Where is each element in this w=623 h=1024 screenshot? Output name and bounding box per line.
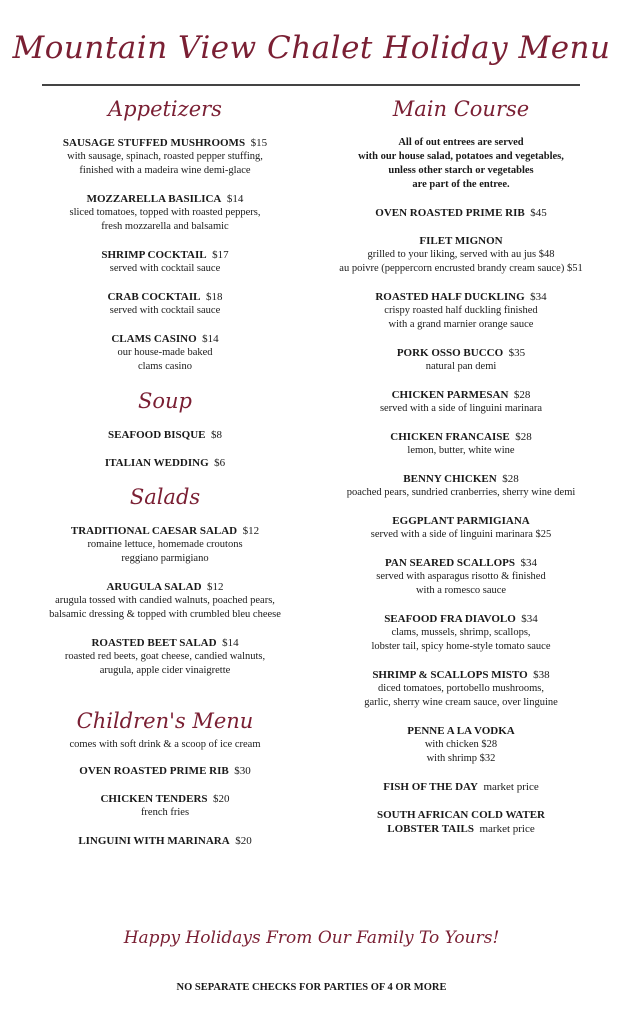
menu-item-name: CRAB COCKTAIL — [107, 291, 201, 303]
menu-item-name: TRADITIONAL CAESAR SALAD — [70, 525, 238, 537]
menu-item-name-line — [20, 290, 310, 304]
menu-item — [20, 792, 310, 820]
menu-item-name-line — [20, 580, 310, 594]
menu-item-name: CHICKEN PARMESAN — [391, 389, 509, 401]
menu-item-description: natural pan demi — [425, 361, 497, 372]
soup-section — [20, 388, 310, 470]
menu-item-description: clams, mussels, shrimp, scallops, — [391, 627, 531, 638]
menu-item-description: romaine lettuce, homemade croutons — [87, 539, 243, 550]
menu-item-description: served with a side of linguini marinara — [379, 403, 543, 414]
menu-item-description: fresh mozzarella and balsamic — [101, 221, 229, 232]
menu-item-name-line — [20, 524, 310, 538]
menu-item-description: au poivre (peppercorn encrusted brandy cream sauce) $51 — [339, 263, 583, 274]
menu-item — [305, 780, 617, 794]
menu-item — [20, 192, 310, 234]
menu-item-description: clams casino — [138, 361, 192, 372]
menu-item-name-line — [305, 612, 617, 626]
menu-item-name: LINGUINI WITH MARINARA — [78, 835, 230, 847]
menu-item-name-line — [305, 430, 617, 444]
holiday-greeting: Happy Holidays From Our Family To Yours! — [123, 928, 500, 948]
menu-item — [305, 472, 617, 500]
menu-item — [20, 524, 310, 566]
menu-item-name: FILET MIGNON — [419, 235, 503, 247]
menu-item-price: $14 — [226, 193, 244, 205]
menu-item-description: poached pears, sundried cranberries, sherry wine demi — [346, 487, 576, 498]
left-column — [20, 96, 310, 862]
menu-item-name: SHRIMP & SCALLOPS MISTO — [372, 669, 528, 681]
menu-item-name-line — [20, 192, 310, 206]
right-column — [305, 96, 617, 850]
menu-item-description: served with asparagus risotto & finished — [376, 571, 546, 582]
menu-item-name: ROASTED HALF DUCKLING — [375, 291, 525, 303]
menu-item — [20, 290, 310, 318]
menu-item-description: with a grand marnier orange sauce — [388, 319, 534, 330]
menu-item-price: $35 — [508, 347, 526, 359]
menu-item-description: with sausage, spinach, roasted pepper stuffing, — [67, 151, 263, 162]
menu-item-name-line — [305, 556, 617, 570]
menu-item — [20, 428, 310, 442]
menu-item-price: $14 — [222, 637, 239, 649]
menu-item — [305, 346, 617, 374]
menu-item-description: with chicken $28 — [424, 739, 498, 750]
menu-item-description: sliced tomatoes, topped with roasted peppers, — [69, 207, 261, 218]
appetizers-list — [20, 136, 310, 374]
menu-item — [20, 636, 310, 678]
menu-item-price: $20 — [235, 835, 252, 847]
menu-item-description: roasted red beets, goat cheese, candied walnuts, — [64, 651, 266, 662]
childrens-menu-list — [20, 764, 310, 848]
menu-item-name: ARUGULA SALAD — [106, 581, 202, 593]
menu-item-name: ITALIAN WEDDING — [104, 457, 209, 469]
menu-item-description: served with cocktail sauce — [109, 305, 221, 316]
menu-item-name-line — [305, 206, 617, 220]
menu-item-price: market price — [479, 823, 535, 835]
menu-item-description: served with cocktail sauce — [109, 263, 221, 274]
intro-line: are part of the entree. — [412, 179, 510, 190]
menu-item-price: $30 — [234, 765, 251, 777]
menu-item-name: CHICKEN FRANCAISE — [390, 431, 510, 443]
menu-item-description: reggiano parmigiano — [121, 553, 209, 564]
menu-item — [20, 580, 310, 622]
main-course-title: Main Course — [392, 97, 530, 121]
menu-item-name: SHRIMP COCKTAIL — [101, 249, 207, 261]
menu-item-price: $12 — [242, 525, 260, 537]
salads-list — [20, 524, 310, 678]
menu-item-name-line — [305, 514, 617, 528]
menu-item-name: CLAMS CASINO — [111, 333, 197, 345]
menu-item-name: SAUSAGE STUFFED MUSHROOMS — [62, 137, 246, 149]
menu-item-name: SOUTH AFRICAN COLD WATER — [377, 809, 545, 821]
menu-item — [305, 612, 617, 654]
menu-item-name-line — [305, 724, 617, 738]
menu-item-description: crispy roasted half duckling finished — [384, 305, 538, 316]
soup-title: Soup — [138, 389, 192, 413]
menu-item-name: OVEN ROASTED PRIME RIB — [79, 765, 229, 777]
menu-item-name-line — [20, 456, 310, 470]
menu-item-description: grilled to your liking, served with au jus $48 — [367, 249, 555, 260]
menu-item — [20, 834, 310, 848]
menu-item-description: garlic, sherry wine cream sauce, over linguine — [364, 697, 558, 708]
menu-item — [305, 668, 617, 710]
menu-item-price: $20 — [213, 793, 230, 805]
menu-item-price: $14 — [202, 333, 219, 345]
menu-item-price: $8 — [211, 429, 222, 441]
menu-item — [20, 248, 310, 276]
menu-item-name-line — [20, 636, 310, 650]
menu-item-price: $34 — [530, 291, 547, 303]
menu-item-description: balsamic dressing & topped with crumbled bleu cheese — [49, 609, 281, 620]
menu-item-name: CHICKEN TENDERS — [100, 793, 208, 805]
menu-item-name-line — [305, 472, 617, 486]
menu-item — [305, 808, 617, 836]
menu-item-price: $28 — [513, 389, 531, 401]
menu-item-description: lobster tail, spicy home-style tomato sauce — [371, 641, 551, 652]
intro-line: unless other starch or vegetables — [388, 165, 534, 176]
menu-item-description: finished with a madeira wine demi-glace — [79, 165, 251, 176]
menu-item-name-line — [20, 792, 310, 806]
menu-item-price: $34 — [520, 557, 537, 569]
menu-item-name: SEAFOOD FRA DIAVOLO — [384, 613, 516, 625]
menu-item-price: $18 — [206, 291, 223, 303]
menu-item-price: market price — [483, 781, 539, 793]
menu-item-name: PENNE A LA VODKA — [407, 725, 515, 737]
appetizers-title: Appetizers — [108, 97, 222, 121]
intro-line: with our house salad, potatoes and vegetables, — [358, 151, 564, 162]
menu-item — [20, 764, 310, 778]
menu-item-price: $38 — [533, 669, 550, 681]
menu-item-price: $12 — [207, 581, 224, 593]
childrens-menu-subtitle: comes with soft drink & a scoop of ice cream — [69, 739, 261, 750]
soup-list — [20, 428, 310, 470]
menu-item — [305, 514, 617, 542]
menu-item-price: $34 — [521, 613, 538, 625]
menu-item-description: our house-made baked — [117, 347, 213, 358]
page-title: Mountain View Chalet Holiday Menu — [12, 30, 611, 66]
menu-item-description: lemon, butter, white wine — [407, 445, 515, 456]
menu-item-description: arugula tossed with candied walnuts, poached pears, — [55, 595, 275, 606]
checks-policy-note: NO SEPARATE CHECKS FOR PARTIES OF 4 OR MORE — [176, 982, 447, 993]
menu-item-price: $28 — [515, 431, 532, 443]
menu-item-name-line — [20, 332, 310, 346]
menu-item — [305, 556, 617, 598]
menu-item-price: $45 — [530, 207, 547, 219]
menu-item-name: ROASTED BEET SALAD — [91, 637, 217, 649]
menu-item-name-line — [305, 808, 617, 822]
menu-item-name-line — [305, 290, 617, 304]
intro-line: All of out entrees are served — [398, 137, 524, 148]
menu-item-name-line — [20, 834, 310, 848]
menu-item-name-line — [305, 780, 617, 794]
menu-item-price: $17 — [212, 249, 229, 261]
menu-item-name: MOZZARELLA BASILICA — [86, 193, 222, 205]
menu-item — [305, 290, 617, 332]
menu-item-name: SEAFOOD BISQUE — [108, 429, 206, 441]
main-course-section — [305, 96, 617, 836]
menu-item-name: LOBSTER TAILS — [387, 823, 474, 835]
salads-section — [20, 484, 310, 678]
main-course-list — [305, 206, 617, 836]
menu-item — [20, 332, 310, 374]
menu-item-description: french fries — [140, 807, 190, 818]
menu-item-name-line — [305, 822, 617, 836]
menu-item — [305, 206, 617, 220]
menu-item-name: PORK OSSO BUCCO — [396, 347, 504, 359]
menu-item-description: diced tomatoes, portobello mushrooms, — [378, 683, 544, 694]
menu-item-price: $28 — [502, 473, 519, 485]
menu-item-description: with a romesco sauce — [415, 585, 507, 596]
menu-item-description: served with a side of linguini marinara $25 — [370, 529, 552, 540]
menu-item-name-line — [305, 388, 617, 402]
childrens-menu-section — [20, 708, 310, 848]
menu-item — [20, 456, 310, 470]
menu-item-description: arugula, apple cider vinaigrette — [99, 665, 231, 676]
menu-item-name-line — [20, 764, 310, 778]
menu-item-price: $6 — [214, 457, 226, 469]
menu-item — [305, 234, 617, 276]
main-course-intro — [305, 136, 617, 192]
menu-item — [305, 388, 617, 416]
menu-item-name: OVEN ROASTED PRIME RIB — [375, 207, 525, 219]
menu-item-description: with shrimp $32 — [426, 753, 496, 764]
menu-item-name: EGGPLANT PARMIGIANA — [392, 515, 530, 527]
menu-item-name-line — [305, 346, 617, 360]
menu-item-name-line — [305, 234, 617, 248]
appetizers-section — [20, 96, 310, 374]
menu-item-name-line — [20, 428, 310, 442]
title-divider — [42, 84, 580, 86]
menu-item — [20, 136, 310, 178]
menu-item — [305, 430, 617, 458]
salads-title: Salads — [129, 485, 201, 509]
menu-item — [305, 724, 617, 766]
menu-item-name-line — [305, 668, 617, 682]
menu-item-name-line — [20, 136, 310, 150]
menu-item-name: BENNY CHICKEN — [403, 473, 497, 485]
menu-item-name: FISH OF THE DAY — [383, 781, 478, 793]
menu-item-price: $15 — [250, 137, 268, 149]
childrens-menu-title: Children's Menu — [76, 709, 254, 733]
menu-item-name-line — [20, 248, 310, 262]
menu-item-name: PAN SEARED SCALLOPS — [385, 557, 515, 569]
